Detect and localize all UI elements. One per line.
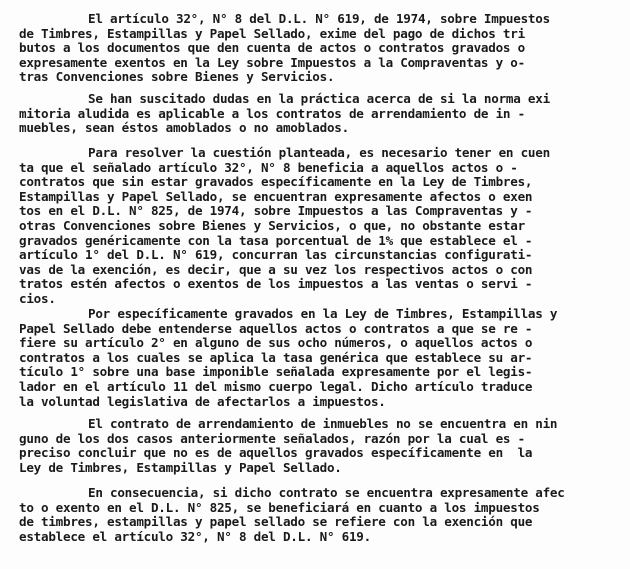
text-line: muebles, sean éstos amoblados o no amoblados. [19, 120, 349, 136]
text-line: de timbres, estampillas y papel sellado se refiere con la exención que [19, 514, 533, 530]
text-line: lador en el artículo 11 del mismo cuerpo legal. Dicho artículo traduce [19, 379, 533, 394]
text-line: vas de la exención, es decir, que a su vez los respectivos actos o con [19, 261, 533, 277]
text-line: tos en el D.L. N° 825, de 1974, sobre Impuestos a las Compraventas y - [19, 203, 533, 219]
text-line: la voluntad legislativa de afectarlos a impuestos. [19, 393, 386, 409]
text-line: gravados genéricamente con la tasa porcentual de 1% que establece el - [19, 232, 533, 248]
text-line: Ley de Timbres, Estampillas y Papel Sellado. [19, 459, 342, 475]
text-line: Estampillas y Papel Sellado, se encuentran expresamente afectos o exen [19, 188, 533, 204]
text-line: otras Convenciones sobre Bienes y Servicios, o que, no obstante estar [19, 218, 525, 233]
text-line: guno de los dos casos anteriormente señalados, razón por la cual es - [19, 430, 525, 446]
text-line: butos a los documentos que den cuenta de actos o contratos gravados o [19, 40, 525, 56]
text-line: cios. [19, 291, 56, 306]
text-line: artículo 1° del D.L. N° 619, concurran las circunstancias configurati- [19, 247, 533, 263]
text-line: tículo 1° sobre una base imponible señalada expresamente por el legis- [19, 364, 533, 380]
text-line: El artículo 32°, N° 8 del D.L. N° 619, de 1974, sobre Impuestos [88, 11, 550, 26]
text-line: Por específicamente gravados en la Ley de Timbres, Estampillas y [88, 306, 558, 321]
text-line: tratos estén afectos o exentos de los impuestos a las ventas o servi - [19, 276, 533, 292]
text-line: de Timbres, Estampillas y Papel Sellado, exime del pago de dichos tri [19, 25, 525, 41]
text-line: preciso concluir que no es de aquellos gravados específicamente en la [19, 445, 533, 461]
text-line: En consecuencia, si dicho contrato se encuentra expresamente afec [88, 485, 565, 500]
text-line: Papel Sellado debe entenderse aquellos actos o contratos a que se re - [19, 320, 533, 336]
text-line: to o exento en el D.L. N° 825, se beneficiará en cuanto a los impuestos [19, 499, 540, 515]
text-line: contratos que sin estar gravados específicamente en la Ley de Timbres, [19, 174, 533, 190]
text-line: tras Convenciones sobre Bienes y Servicios. [19, 69, 335, 85]
text-line: mitoria aludida es aplicable a los contratos de arrendamiento de in - [19, 105, 525, 121]
text-line: Para resolver la cuestión planteada, es necesario tener en cuen [88, 145, 550, 160]
text-line: contratos a los cuales se aplica la tasa genérica que establece su ar- [19, 349, 533, 365]
text-line: establece el artículo 32°, N° 8 del D.L. N° 619. [19, 528, 371, 544]
text-line: expresamente exentos en la Ley sobre Impuestos a la Compraventas y o- [19, 54, 525, 70]
text-line: Se han suscitado dudas en la práctica acerca de si la norma exi [88, 91, 550, 106]
text-line: ta que el señalado artículo 32°, N° 8 beneficia a aquellos actos o - [19, 159, 518, 175]
text-line: fiere su artículo 2° en alguno de sus ocho números, o aquellos actos o [19, 335, 533, 351]
text-line: El contrato de arrendamiento de inmuebles no se encuentra en nin [88, 416, 558, 431]
